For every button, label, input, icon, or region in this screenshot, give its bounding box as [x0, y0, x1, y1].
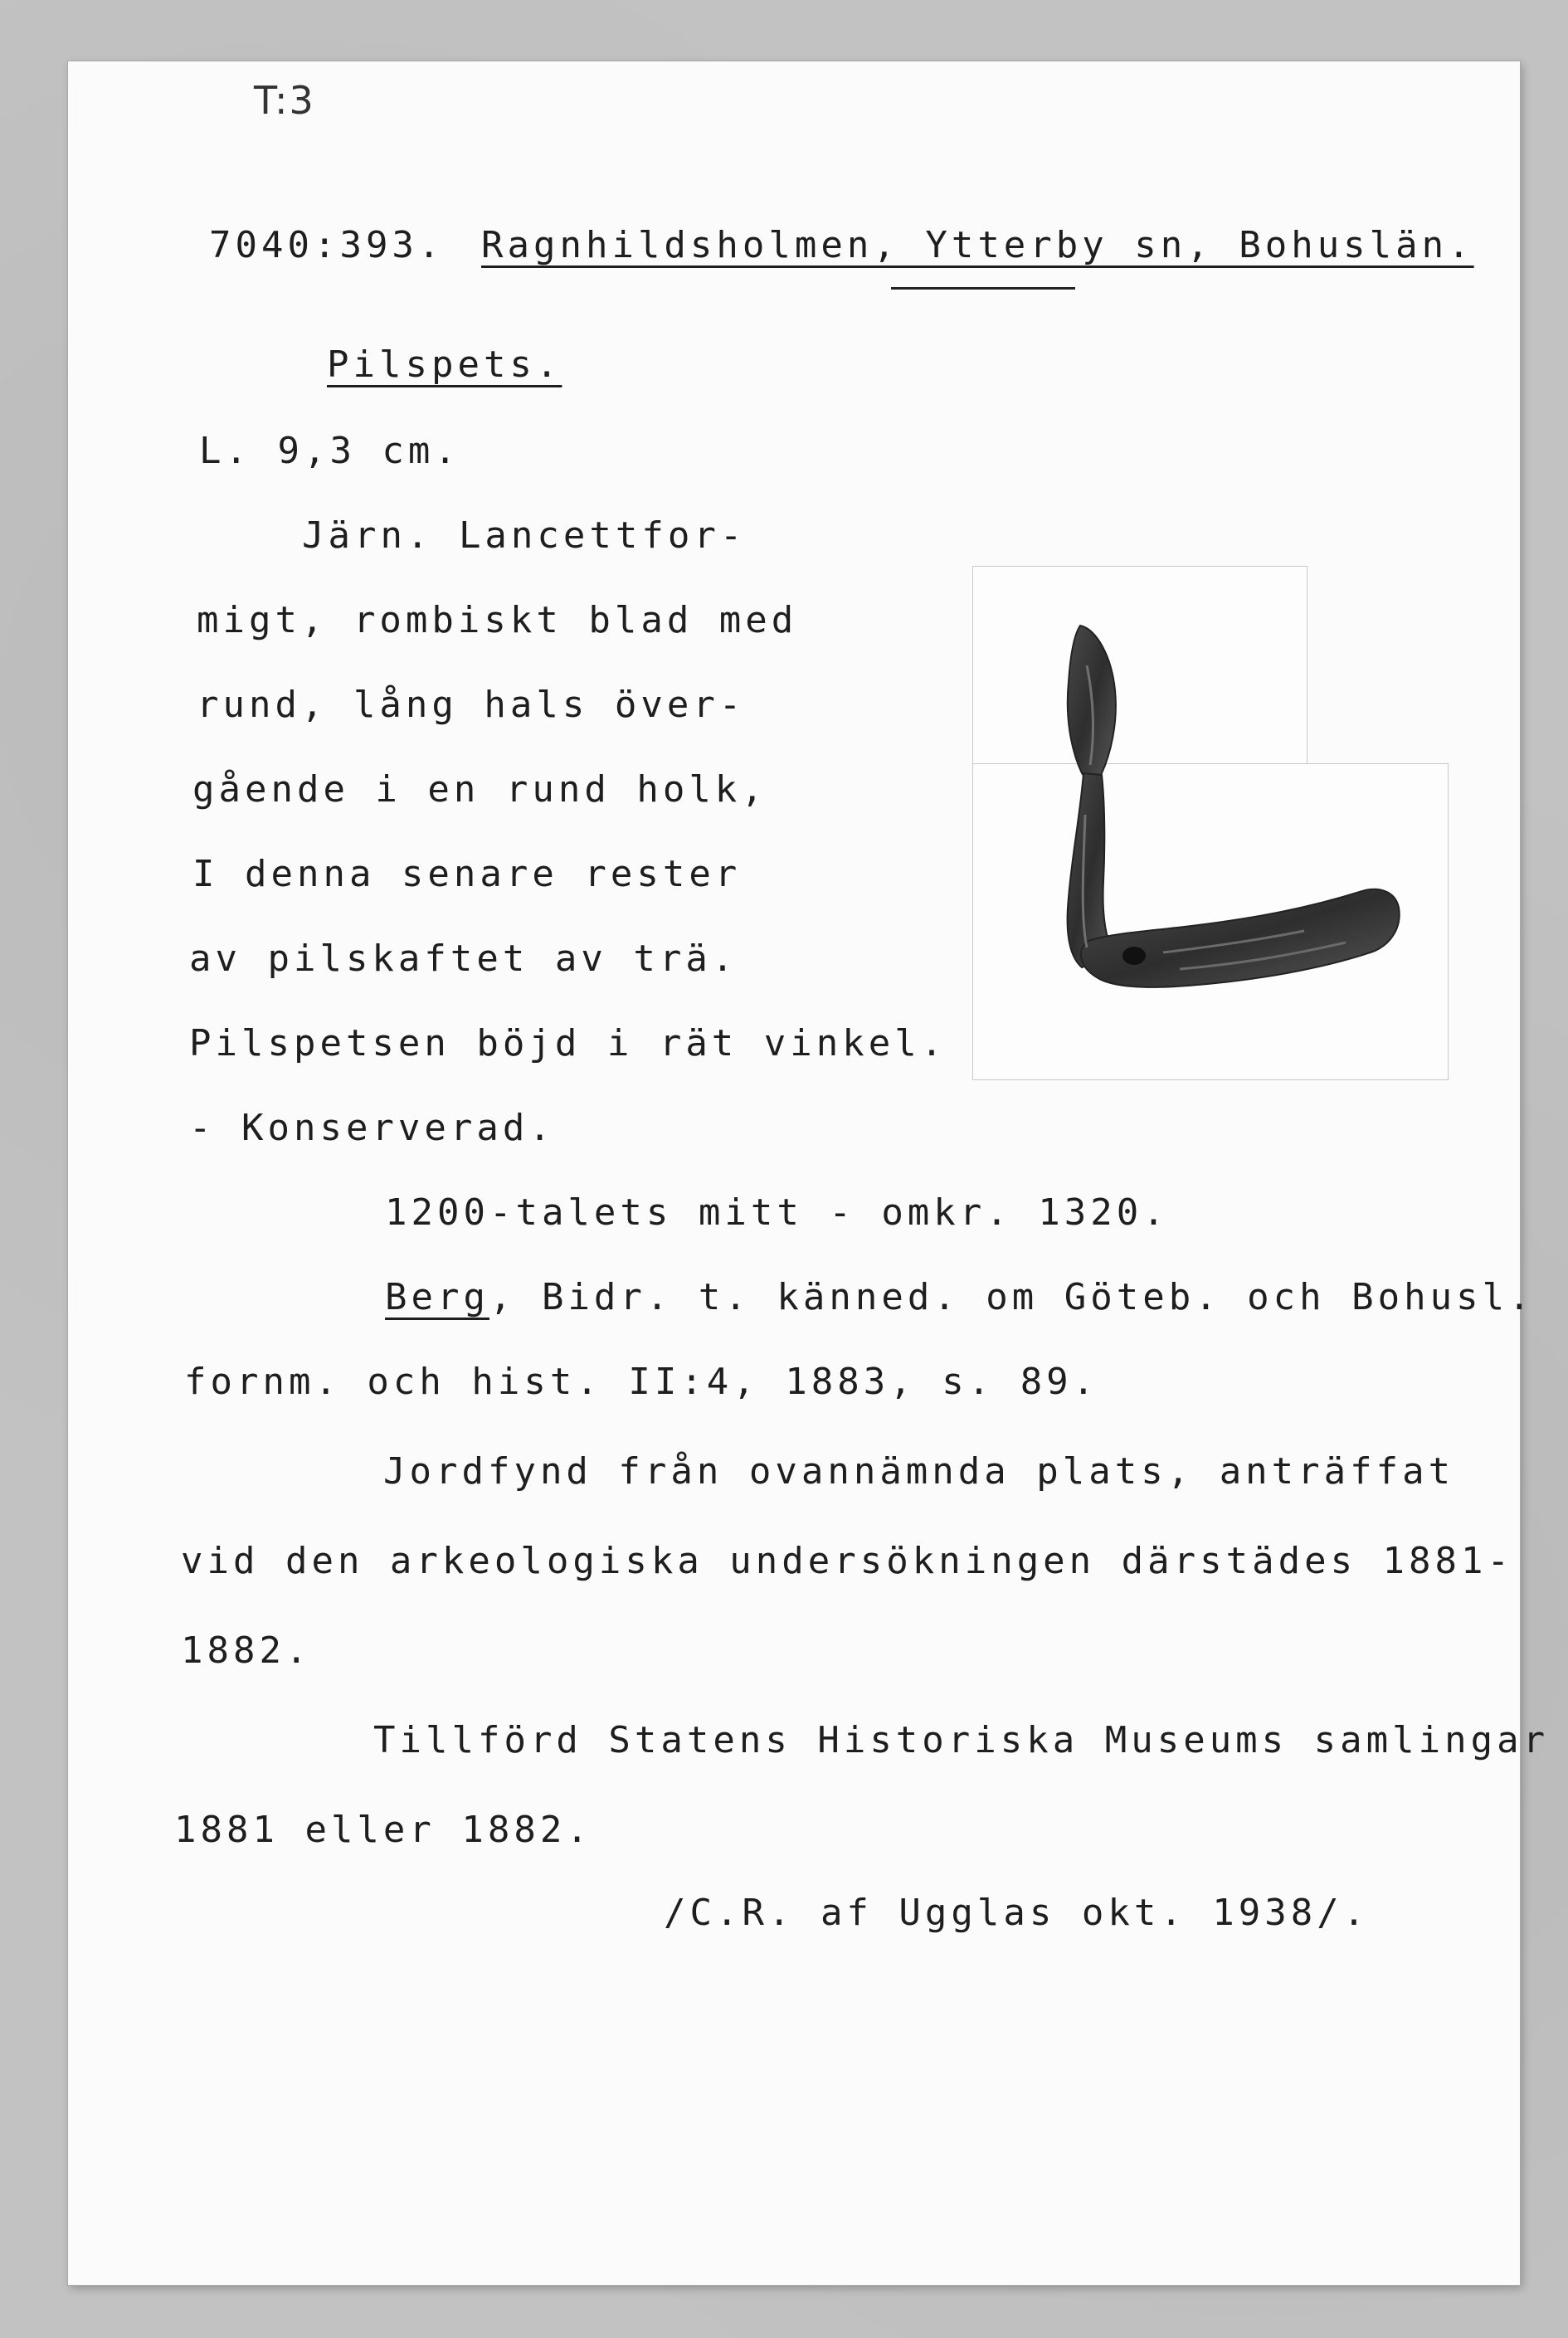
place-double-underline [891, 287, 1075, 290]
dating: 1200-talets mitt - omkr. 1320. [385, 1191, 1169, 1234]
acquisition-line-2: 1881 eller 1882. [174, 1809, 592, 1851]
description-line-1: Järn. Lancettfor- [302, 514, 747, 557]
arrowhead-photo [972, 566, 1447, 1079]
find-line-2: vid den arkeologiska undersökningen därstädes 1881- [181, 1540, 1514, 1582]
photo-mount [972, 566, 1447, 1079]
reference-author: Berg [385, 1276, 489, 1318]
object-title: Pilspets. [327, 343, 562, 386]
reference-line-1 [385, 1274, 1535, 1321]
description-line-8: - Konserverad. [189, 1107, 555, 1149]
find-line-1: Jordfynd från ovannämnda plats, anträffat [383, 1450, 1455, 1493]
find-place: Ragnhildsholmen, Ytterby sn, Bohuslän. [481, 224, 1474, 266]
signature-line: /C.R. af Ugglas okt. 1938/. [664, 1892, 1370, 1934]
length-measure: L. 9,3 cm. [199, 430, 460, 472]
catalog-number: 7040:393. [209, 224, 445, 266]
description-line-7: Pilspetsen böjd i rät vinkel. [189, 1022, 947, 1064]
acquisition-line-1: Tillförd Statens Historiska Museums samlingar [373, 1719, 1550, 1761]
arrowhead-socket [1081, 889, 1400, 987]
catalog-card [68, 61, 1550, 2285]
reference-line-2: fornm. och hist. II:4, 1883, s. 89. [184, 1361, 1099, 1403]
description-line-3: rund, lång hals över- [197, 684, 746, 726]
socket-hole [1122, 947, 1146, 965]
reference-title: , Bidr. t. känned. om Göteb. och Bohusl. [489, 1276, 1535, 1318]
description-line-4: gående i en rund holk, [192, 768, 767, 811]
description-line-5: I denna senare rester [192, 853, 742, 895]
description-line-6: av pilskaftet av trä. [189, 938, 738, 980]
find-line-3: 1882. [181, 1629, 312, 1672]
description-line-2: migt, rombiskt blad med [197, 599, 798, 641]
handwritten-mark: T:3 [254, 78, 315, 123]
